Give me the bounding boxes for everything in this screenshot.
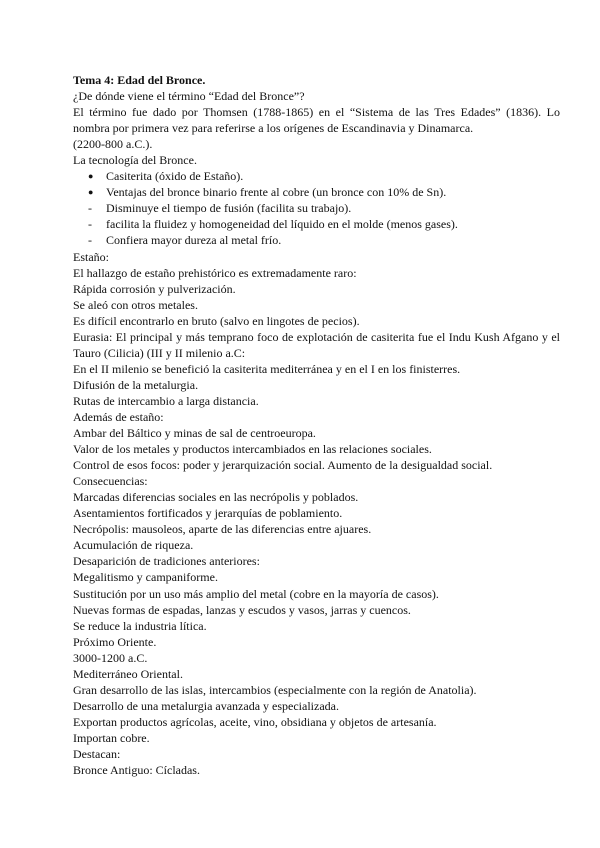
text-line: Bronce Antiguo: Cícladas. xyxy=(73,763,200,778)
list-item xyxy=(73,184,560,200)
text-line: Rutas de intercambio a larga distancia. xyxy=(73,393,259,408)
list-item xyxy=(73,216,560,232)
text-line: Megalitismo y campaniforme. xyxy=(73,570,218,585)
text-line: Importan cobre. xyxy=(73,730,150,745)
paragraph-thomsen: El término fue dado por Thomsen (1788-1865) en el “Sistema de las Tres Edades” (1836). Lo nombra por primera vez para referirse a los orígenes de Escandinavia y Dinamarca. xyxy=(73,105,560,136)
text-line: Valor de los metales y productos intercambiados en las relaciones sociales. xyxy=(73,442,432,457)
list-item-text: Ventajas del bronce binario frente al cobre (un bronce con 10% de Sn). xyxy=(106,185,447,200)
text-line: Necrópolis: mausoleos, aparte de las diferencias entre ajuares. xyxy=(73,522,372,537)
section-heading-consecuencias: Consecuencias: xyxy=(73,474,148,489)
section-heading-estano: Estaño: xyxy=(73,249,109,264)
list-item xyxy=(73,168,560,184)
text-line: Exportan productos agrícolas, aceite, vino, obsidiana y objetos de artesanía. xyxy=(73,714,437,729)
dash-icon: - xyxy=(88,217,92,232)
document-title: Tema 4: Edad del Bronce. xyxy=(73,73,206,87)
text-line: Nuevas formas de espadas, lanzas y escudos y vasos, jarras y cuencos. xyxy=(73,602,411,617)
list-item-text: Disminuye el tiempo de fusión (facilita su trabajo). xyxy=(106,201,352,216)
text-line: Se reduce la industria lítica. xyxy=(73,618,207,633)
dash-icon: - xyxy=(88,233,92,248)
text-line: Difusión de la metalurgia. xyxy=(73,377,199,392)
text-line: (2200-800 a.C.). xyxy=(73,137,153,152)
text-line: Control de esos focos: poder y jerarquización social. Aumento de la desigualdad social. xyxy=(73,458,493,473)
text-line: Es difícil encontrarlo en bruto (salvo en lingotes de pecios). xyxy=(73,313,360,328)
bullet-icon: ● xyxy=(88,187,94,198)
text-line: Se aleó con otros metales. xyxy=(73,297,198,312)
text-line: Marcadas diferencias sociales en las necrópolis y poblados. xyxy=(73,490,359,505)
section-heading-proximo-oriente: Próximo Oriente. xyxy=(73,634,157,649)
dash-icon: - xyxy=(88,201,92,216)
text-line: Desaparición de tradiciones anteriores: xyxy=(73,554,260,569)
text-line: Acumulación de riqueza. xyxy=(73,538,194,553)
list-item xyxy=(73,232,560,248)
list-item xyxy=(73,200,560,216)
text-line: La tecnología del Bronce. xyxy=(73,153,197,168)
text-line: Sustitución por un uso más amplio del metal (cobre en la mayoría de casos). xyxy=(73,586,439,601)
text-line: Rápida corrosión y pulverización. xyxy=(73,281,236,296)
paragraph-eurasia: Eurasia: El principal y más temprano foco de explotación de casiterita fue el Indu Kush Afgano y el Tauro (Cilicia) (III y II milenio a.C: xyxy=(73,329,560,360)
text-line: Además de estaño: xyxy=(73,409,164,424)
list-item-text: Casiterita (óxido de Estaño). xyxy=(106,169,244,184)
text-line: En el II milenio se benefició la casiterita mediterránea y en el I en los finisterres. xyxy=(73,361,461,376)
section-heading-mediterraneo: Mediterráneo Oriental. xyxy=(73,666,183,681)
text-line: Desarrollo de una metalurgia avanzada y especializada. xyxy=(73,698,339,713)
text-line: Asentamientos fortificados y jerarquías de poblamiento. xyxy=(73,506,343,521)
text-line: Destacan: xyxy=(73,746,121,761)
list-item-text: Confiera mayor dureza al metal frío. xyxy=(106,233,282,248)
text-line: ¿De dónde viene el término “Edad del Bronce”? xyxy=(73,89,305,104)
list-item-text: facilita la fluidez y homogeneidad del líquido en el molde (menos gases). xyxy=(106,217,458,232)
text-line: El hallazgo de estaño prehistórico es extremadamente raro: xyxy=(73,265,357,280)
text-line: Ambar del Báltico y minas de sal de centroeuropa. xyxy=(73,426,316,441)
text-line: Gran desarrollo de las islas, intercambios (especialmente con la región de Anatolia). xyxy=(73,682,477,697)
bullet-icon: ● xyxy=(88,171,94,182)
text-line: 3000-1200 a.C. xyxy=(73,650,148,665)
